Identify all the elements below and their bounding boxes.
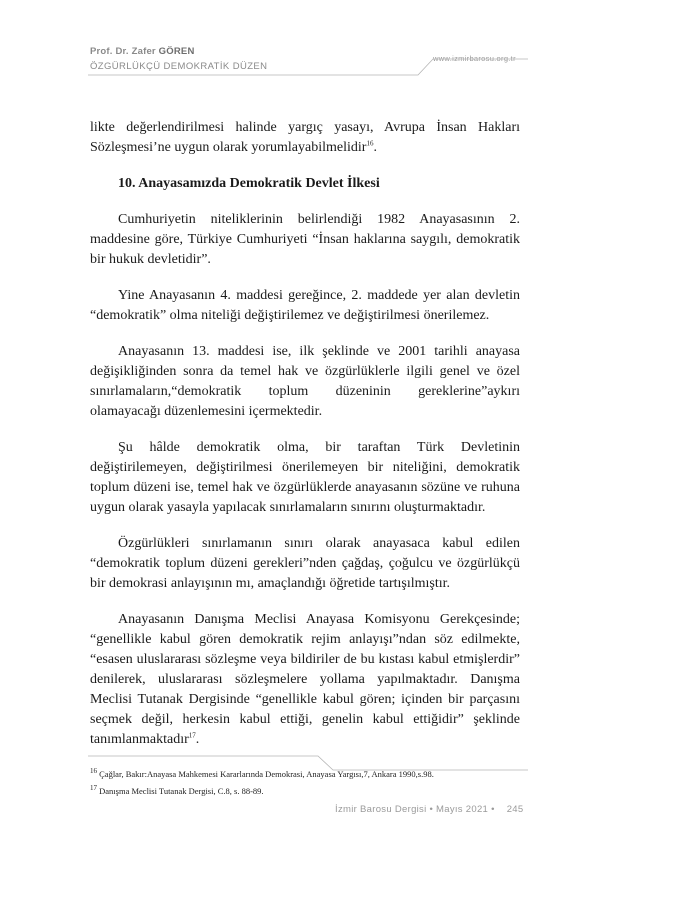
article-body (90, 118, 520, 766)
paragraph: Cumhuriyetin niteliklerinin belirlendiği 1982 Anayasasının 2. maddesine göre, Türkiye Cumhuriyeti “İnsan haklarına saygılı, demokratik bir hukuk devletidir”. (90, 212, 520, 267)
header-divider (88, 58, 528, 78)
running-header-author (90, 46, 195, 57)
author-surname: GÖREN (158, 46, 195, 57)
header-url: www.izmirbarosu.org.tr (433, 54, 516, 63)
running-footer (335, 804, 523, 815)
paragraph-continued: likte değerlendirilmesi halinde yargıç yasayı, Avrupa İnsan Hakları Sözleşmesi’ne uygun olarak yorumlayabilmelidir$^{16}$. (90, 120, 520, 155)
page-number: 245 (506, 804, 524, 815)
footnotes (90, 768, 530, 802)
paragraph: Şu hâlde demokratik olma, bir taraftan Türk Devletinin değiştirilemeyen, değiştirilmesi önerilemeyen bir niteliğini, demokratik toplum düzeni ise, temel hak ve özgürlüklerde anayasanın sözüne ve ruhuna uygun olarak yasayla yapılacak sınırlamaların sınırını oluşturmaktadır. (90, 440, 520, 515)
footnote-ref-17: 17 (188, 731, 196, 740)
paragraph: Anayasanın 13. maddesi ise, ilk şeklinde ve 2001 tarihli anayasa değişikliğinden sonra da temel hak ve özgürlüklerle ilgili genel ve özel sınırlamaların,“demokratik toplum düzeninin gereklerine”aykırı olamayacağı düzenlemesini içermektedir. (90, 344, 520, 419)
journal-name: İzmir Barosu Dergisi • Mayıs 2021 • (335, 804, 495, 815)
footnote: $^{17}$ Danışma Meclisi Tutanak Dergisi, C.8, s. 88-89. (90, 784, 264, 796)
footnote-ref-16: 16 (366, 139, 374, 148)
paragraph: Anayasanın Danışma Meclisi Anayasa Komisyonu Gerekçesinde; “genellikle kabul gören demokratik rejim anlayışı”ndan söz edilmekte, “esasen uluslararası sözleşme veya bildiriler de bu kıstası kabul etmişlerdir” denilerek, uluslararası sözleşmelere yollama yapılmaktadır. Danışma Meclisi Tutanak Dergisinde “genellikle kabul gören; içinden bir parçasını seçmek değil, herkesin kabul ettiği, genelin kabul ettiğidir” şeklinde tanımlanmaktadır$^{17}$. (90, 612, 520, 747)
author-name: Prof. Dr. Zafer (90, 46, 159, 57)
paragraph: Özgürlükleri sınırlamanın sınırı olarak anayasaca kabul edilen “demokratik toplum düzeni gerekleri”nden çağdaş, çoğulcu ve özgürlükçü bir demokrasi anlayışının mı, amaçlandığı öğretide tartışılmıştır. (90, 536, 520, 591)
section-heading: 10. Anayasamızda Demokratik Devlet İlkesi (118, 176, 380, 191)
paragraph: Yine Anayasanın 4. maddesi gereğince, 2. maddede yer alan devletin “demokratik” olma niteliği değiştirilemez ve değiştirilmesi önerilemez. (90, 288, 520, 323)
footnote: $^{16}$ Çağlar, Bakır:Anayasa Mahkemesi Kararlarında Demokrasi, Anayasa Yargısı,7, Ankara 1990,s.98. (90, 767, 434, 779)
running-header-title: ÖZGÜRLÜKÇÜ DEMOKRATİK DÜZEN (90, 61, 268, 72)
